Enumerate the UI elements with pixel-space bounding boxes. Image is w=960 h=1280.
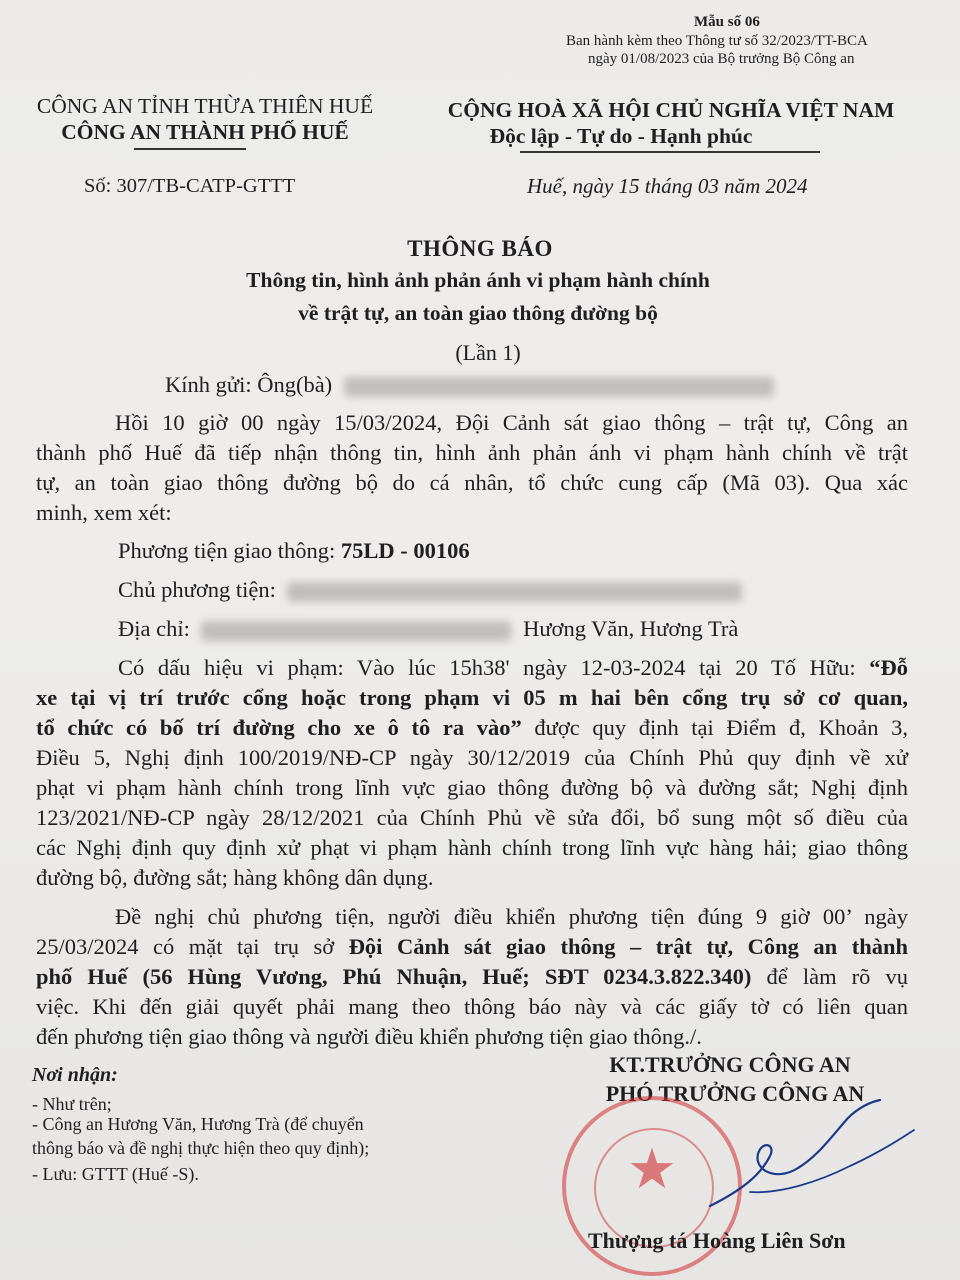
place-date: Huế, ngày 15 tháng 03 năm 2024 (527, 174, 808, 198)
recipient-3: thông báo và đề nghị thực hiện theo quy định); (32, 1138, 370, 1158)
recipient-1: - Như trên; (32, 1094, 112, 1114)
document-number: Số: 307/TB-CATP-GTTT (84, 175, 296, 197)
agency-parent: CÔNG AN TỈNH THỪA THIÊN HUẾ (36, 94, 374, 118)
request-line-1: Đề nghị chủ phương tiện, người điều khiển phương tiện đúng 9 giờ 00’ ngày (115, 904, 908, 929)
owner-row (118, 577, 742, 603)
owner-label: Chủ phương tiện: (118, 577, 276, 602)
request-date: 25/03/2024 có mặt tại trụ sở (36, 934, 349, 959)
para1-line-1: Hồi 10 giờ 00 ngày 15/03/2024, Đội Cảnh sát giao thông – trật tự, Công an (115, 410, 908, 435)
motto-underline (520, 151, 820, 153)
violation-line-7: các Nghị định quy định xử phạt vi phạm hành chính trong lĩnh vực hàng hải; giao thông (36, 835, 908, 860)
nation-title: CỘNG HOÀ XÃ HỘI CHỦ NGHĨA VIỆT NAM (447, 98, 895, 122)
agency-underline (134, 148, 246, 150)
agency-name: CÔNG AN THÀNH PHỐ HUẾ (61, 120, 349, 144)
document-title: THÔNG BÁO (407, 236, 553, 261)
greeting (165, 372, 774, 398)
violation-line-6: 123/2021/NĐ-CP ngày 28/12/2021 của Chính Phủ về sửa đổi, bổ sung một số điều của (36, 805, 908, 830)
request-office-address: phố Huế (56 Hùng Vương, Phú Nhuận, Huế; SĐT 0234.3.822.340) (36, 964, 752, 989)
document-subtitle-2: về trật tự, an toàn giao thông đường bộ (298, 301, 658, 325)
violation-line-8: đường bộ, đường sắt; hàng không dân dụng. (36, 865, 434, 890)
recipient-4: - Lưu: GTTT (Huế -S). (32, 1164, 199, 1184)
signature-title: PHÓ TRƯỞNG CÔNG AN (605, 1081, 865, 1106)
violation-legal-ref: được quy định tại Điểm đ, Khoản 3, (521, 715, 909, 740)
redacted-owner-name (287, 582, 742, 602)
redacted-address (201, 621, 511, 641)
address-value: Hương Văn, Hương Trà (523, 616, 739, 641)
document-subtitle-1: Thông tin, hình ảnh phản ánh vi phạm hành chính (246, 268, 710, 292)
violation-line-2: xe tại vị trí trước cổng hoặc trong phạm vi 05 m hai bên cổng trụ sở cơ quan, (36, 685, 908, 710)
nation-motto: Độc lập - Tự do - Hạnh phúc (489, 124, 753, 148)
form-reference-line-1: Ban hành kèm theo Thông tư số 32/2023/TT-BCA (566, 33, 868, 49)
violation-intro: Có dấu hiệu vi phạm: Vào lúc 15h38' ngày 12-03-2024 tại 20 Tố Hữu: (118, 655, 870, 680)
request-purpose: để làm rõ vụ (751, 964, 909, 989)
vehicle-row (118, 538, 470, 564)
greeting-label: Kính gửi: Ông(bà) (165, 372, 333, 397)
handwritten-signature (700, 1096, 940, 1236)
para1-line-4: minh, xem xét: (36, 500, 172, 525)
para1-line-3: tự, an toàn giao thông đường bộ do cá nhân, tổ chức cung cấp (Mã 03). Qua xác (36, 470, 908, 495)
violation-line-3 (36, 715, 908, 741)
signature-authority: KT.TRƯỞNG CÔNG AN (609, 1052, 851, 1077)
vehicle-label: Phương tiện giao thông: (118, 538, 336, 563)
violation-line-1 (118, 655, 908, 681)
form-number: Mẫu số 06 (694, 14, 760, 30)
recipient-2: - Công an Hương Văn, Hương Trà (để chuyển (32, 1114, 364, 1134)
request-line-5: đến phương tiện giao thông và người điều khiển phương tiện giao thông./. (36, 1024, 702, 1049)
request-office: Đội Cảnh sát giao thông – trật tự, Công an thành (348, 934, 908, 959)
star-icon: ★ (626, 1139, 678, 1201)
request-line-2 (36, 934, 908, 960)
request-line-4: việc. Khi đến giải quyết phải mang theo thông báo này và các giấy tờ có liên quan (36, 994, 908, 1019)
para1-line-2: thành phố Huế đã tiếp nhận thông tin, hình ảnh phản ánh vi phạm hành chính về trật (36, 440, 908, 465)
vehicle-plate: 75LD - 00106 (340, 538, 470, 563)
signer-name: Thượng tá Hoàng Liên Sơn (588, 1228, 846, 1253)
violation-quote-start: “Đỗ (869, 655, 908, 680)
request-line-3 (36, 964, 908, 990)
address-row (118, 616, 738, 642)
form-reference-line-2: ngày 01/08/2023 của Bộ trưởng Bộ Công an (588, 51, 855, 67)
recipients-title: Nơi nhận: (32, 1064, 118, 1086)
address-label: Địa chỉ: (118, 616, 190, 641)
redacted-recipient-name (344, 377, 774, 397)
violation-line-5: phạt vi phạm hành chính trong lĩnh vực giao thông đường bộ và đường sắt; Nghị định (36, 775, 908, 800)
violation-quote-end: tổ chức có bố trí đường cho xe ô tô ra vào” (36, 715, 522, 740)
violation-line-4: Điều 5, Nghị định 100/2019/NĐ-CP ngày 30/12/2019 của Chính Phủ quy định về xử (36, 745, 908, 770)
notice-round: (Lần 1) (455, 340, 521, 365)
